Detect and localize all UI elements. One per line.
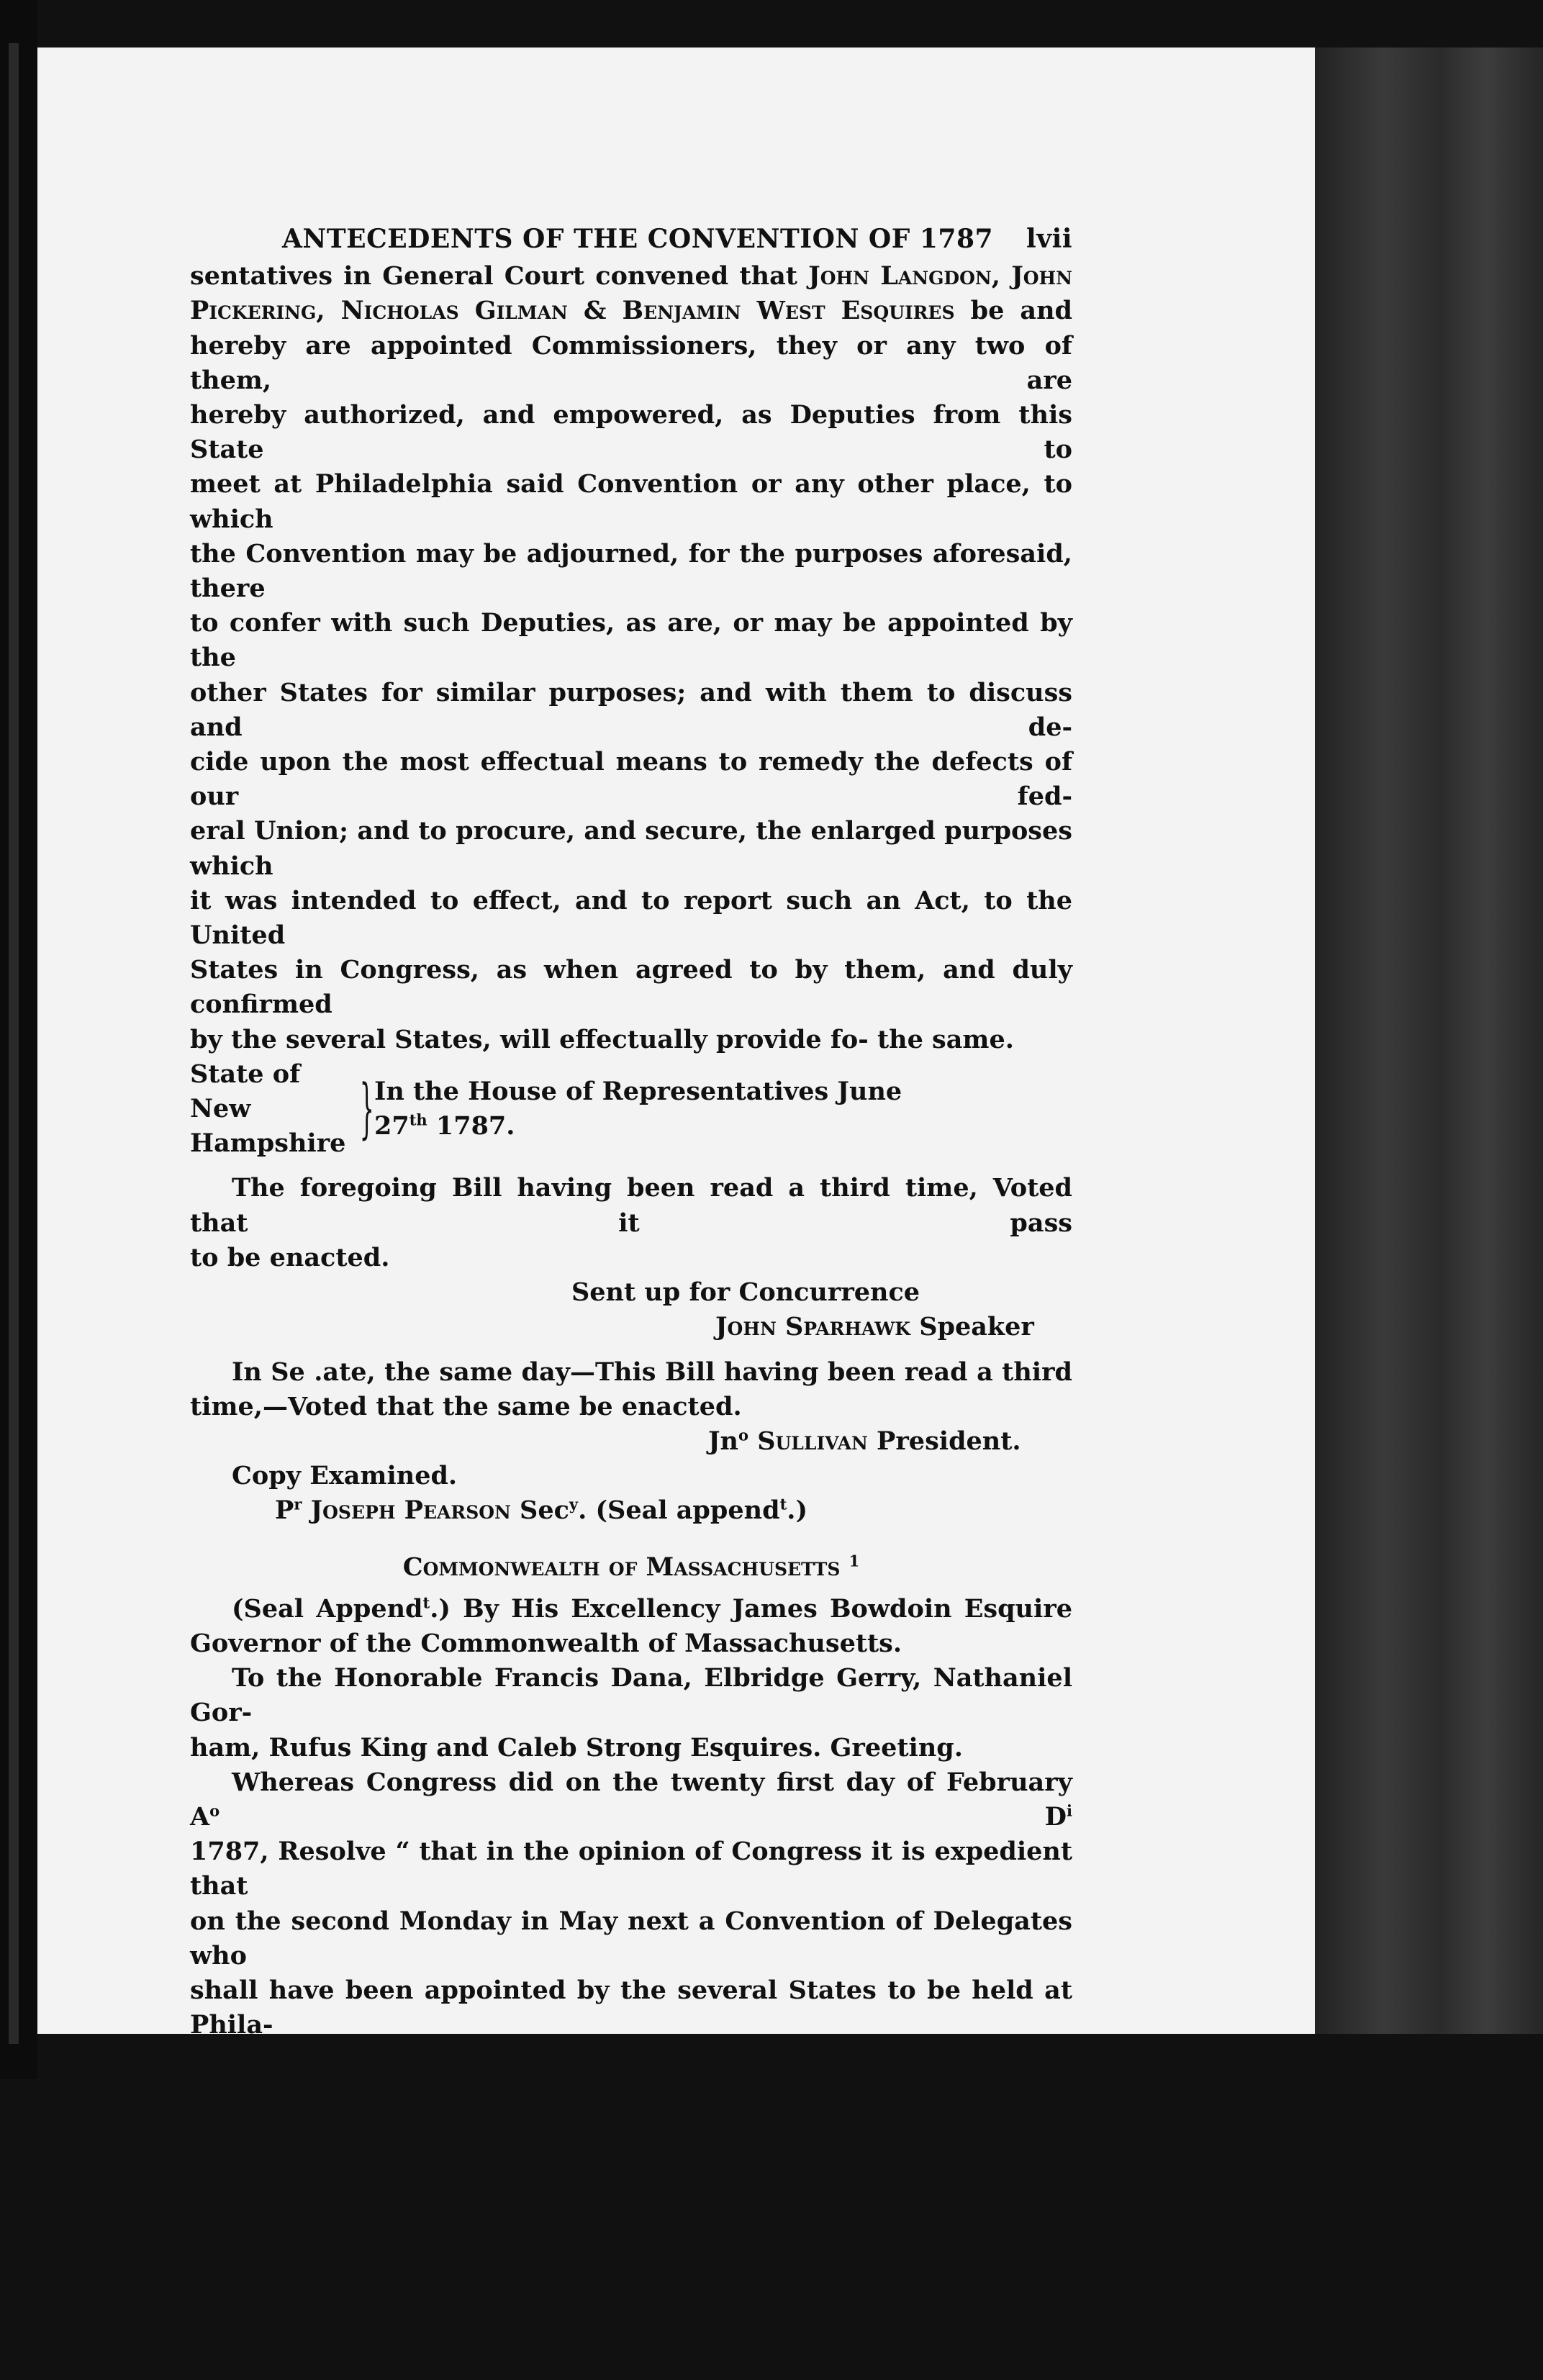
scan-background-left (0, 0, 37, 2079)
footnote-line: $^1$Reprinted from Documentary History of the Constitution, Vol. I (1894), (232, 2334, 1073, 2358)
text-line: States in Congress, as when agreed to by them, and duly confirmed (190, 955, 1072, 1020)
binding-edge (9, 43, 19, 2044)
text-line: other States for similar purposes; and with them to discuss and de- (190, 677, 1072, 742)
speaker-signature: John Sparhawk Speaker (715, 1312, 1034, 1342)
text-line: cide upon the most effectual means to remedy the defects of our fed- (190, 747, 1072, 812)
text-line: Governor of the Commonwealth of Massachusetts. (190, 1628, 902, 1658)
text-line: Whereas Congress did on the twenty first day of February $A^o$ $D^i$ (190, 1767, 1072, 1832)
footnote-ref: 1 (849, 1551, 860, 1570)
footnote-line: pp. 11-12. (190, 2357, 302, 2380)
text-line: hereby are appointed Commissioners, they or any two of them, are (190, 330, 1072, 395)
text-line: Pickering, Nicholas Gilman & Benjamin West Esquires be and (190, 296, 1073, 326)
text-line: hereby authorized, and empowered, as Deputies from this State to (190, 400, 1072, 465)
footnote-rule (190, 2326, 1072, 2328)
text-line: Congress, and confirmed by the States render the federal Constitu- (190, 2253, 1072, 2317)
text-line: (Seal Append$^t$.) By His Excellency James Bowdoin Esquire (232, 1593, 1072, 1624)
running-head-title: ANTECEDENTS OF THE CONVENTION OF 1787 (282, 224, 994, 254)
secretary-signature: $P^r$ Joseph Pearson Sec$^y$. (Seal append$^t$.) (275, 1495, 808, 1526)
house-date (374, 1074, 902, 1144)
house-line: In the House of Representatives June (374, 1076, 902, 1106)
paragraph-commission (190, 1592, 1072, 2320)
state-name (190, 1057, 351, 1162)
text-line: such alterations and provisions therein as shall when agreed to in (190, 2184, 1072, 2248)
section-heading: Commonwealth of Massachusetts $^1$ (402, 1551, 860, 1582)
text-line: the Convention may be adjourned, for the purposes aforesaid, there (190, 538, 1072, 604)
copy-examined: Copy Examined. (232, 1461, 458, 1491)
text-line: delphia for the sole and express purpose of revising the Articles of (190, 2045, 1072, 2109)
text-line: it was intended to effect, and to report such an Act, to the United (190, 885, 1072, 951)
state-attestation (190, 1057, 1072, 1162)
text-line: ham, Rufus King and Caleb Strong Esquires. Greeting. (190, 1732, 963, 1763)
text-line: The foregoing Bill having been read a third time, Voted that it pass (190, 1173, 1072, 1238)
paragraph-resolution (190, 259, 1072, 1057)
text-line: To the Honorable Francis Dana, Elbridge Gerry, Nathaniel Gor- (190, 1663, 1072, 1728)
paragraph-senate (190, 1355, 1072, 1424)
text-line: shall have been appointed by the several States to be held at Phila- (190, 1975, 1072, 2040)
sent-up-line: Sent up for Concurrence (571, 1277, 920, 1308)
date-line: 27th 1787. (374, 1110, 515, 1141)
text-line: by the several States, will effectually provide fo- the same. (190, 1024, 1014, 1054)
text-line: In Se .ate, the same day—This Bill having been read a third (232, 1357, 1072, 1387)
page-stack-edge (1315, 47, 1543, 2034)
page-content (190, 222, 1072, 2380)
state-name-line: State of New (190, 1059, 301, 1124)
footnote (190, 2335, 1072, 2380)
text-line: to be enacted. (190, 1242, 390, 1272)
paragraph-foregoing (190, 1171, 1072, 1275)
president-signature: Jn$^o$ Sullivan President. (708, 1426, 1021, 1456)
running-head (190, 222, 1072, 256)
brace-glyph: } (359, 1071, 374, 1147)
text-line: eral Union; and to procure, and secure, the enlarged purposes which (190, 816, 1072, 881)
text-line: 1787, Resolve “ that in the opinion of Congress it is expedient that (190, 1837, 1072, 1901)
text-line: time,—Voted that the same be enacted. (190, 1391, 742, 1421)
text-line: meet at Philadelphia said Convention or any other place, to which (190, 469, 1072, 534)
text-line: Confederation and reporting to Congress and the several Legislatures, (190, 2114, 1072, 2178)
text-line: sentatives in General Court convened that John Langdon, John (190, 261, 1072, 291)
text-line: to confer with such Deputies, as are, or may be appointed by the (190, 608, 1072, 673)
text-line: on the second Monday in May next a Convention of Delegates who (190, 1906, 1072, 1970)
state-name-line: Hampshire (190, 1128, 346, 1159)
page-number: lvii (1026, 224, 1072, 254)
